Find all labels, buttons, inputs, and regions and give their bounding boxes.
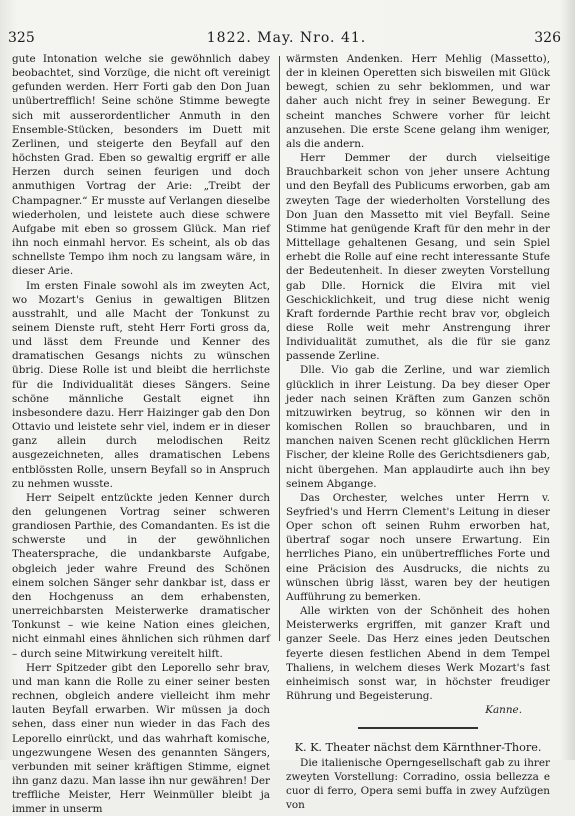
paragraph: Herr Spitzeder gibt den Leporello sehr brav, und man kann die Rolle zu einer seiner besten rechnen, obgleich andere vielleicht ihm mehr lauten Beyfall erwarben. Wir müssen ja doch sehen, dass einer nun wieder in das Fach des Leporello einrückt, und das wahrhaft komische, ungezwungene Wesen des genannten Sängers, verbunden mit seiner kräftigen Stimme, eignet ihn ganz dazu. Man lasse ihn nur gewähren! Der treffliche Meister, Herr Weinmüller bleibt ja immer in unserm — [12, 661, 270, 816]
paragraph: Herr Seipelt entzückte jeden Kenner durch den gelungenen Vortrag seiner schweren grandiosen Parthie, des Comandanten. Es ist die schwerste und in der gewöhnlichen Theatersprache, die undankbarste Aufgabe, obgleich jeder wahre Freund des Schönen einem solchen Sänger sehr dankbar ist, dass er den Hochgenuss an dem erhabensten, unerreichbarsten Meisterwerke dramatischer Tonkunst – wie keine Nation eines gleichen, nicht einmahl eines ähnlichen sich rühmen darf – durch seine Mitwirkung vereitelt hilft. — [12, 491, 270, 660]
paragraph: Alle wirkten von der Schönheit des hohen Meisterwerks ergriffen, mit ganzer Kraft und ganzer Seele. Das Herz eines jeden Deutschen feyerte diesen festlichen Abend in dem Tempel Thaliens, in welchem dieses Werk Mozart's fast einheimisch sonst war, in höchster freudiger Rührung und Begeisterung. — [286, 605, 550, 703]
issue-title: 1822. May. Nro. 41. — [206, 30, 367, 46]
paragraph: Im ersten Finale sowohl als im zweyten Act, wo Mozart's Genius in gewaltigen Blitzen ausstrahlt, und alle Macht der Tonkunst zu seinem Dienste ruft, steht Herr Forti gross da, und lässt dem Freunde und Kenner des dramatischen Gesangs nichts zu wünschen übrig. Diese Rolle ist und bleibt die herrlichste für die Individualität dieses Sängers. Seine schöne männliche Gestalt eignet ihn insbesondere dazu. Herr Haizinger gab den Don Ottavio und leistete sehr viel, indem er in dieser ganz allein durch melodischen Reitz ausgezeichneten, alles dramatischen Lebens entblössten Rolle, unsern Beyfall so in Anspruch zu nehmen wusste. — [12, 279, 270, 490]
paragraph: wärmsten Andenken. Herr Mehlig (Massetto), der in kleinen Operetten sich bisweilen mit Glück bewegt, schien zu sehr beklommen, und war daher auch nicht frey in seiner Bewegung. Er scheint manches Schwere vorher für leicht anzusehen. Die erste Scene gelang ihm weniger, als die andern. — [286, 53, 550, 150]
section-heading: K. K. Theater nächst dem Kärnthner-Thore. — [294, 741, 542, 755]
paragraph: Das Orchester, welches unter Herrn v. Seyfried's und Herrn Clement's Leitung in dieser Oper schon oft seinen Ruhm erworben hat, übertraf sogar noch unsere Erwartung. Ein herrliches Piano, ein unübertreffliches Forte und eine Präcision des Ausdrucks, die nichts zu wünschen übrig lässt, waren bey der heutigen Aufführung zu bemerken. — [286, 491, 550, 603]
left-column — [12, 52, 270, 816]
paragraph: Die italienische Operngesellschaft gab zu ihrer zweyten Vorstellung: Corradino, ossia bellezza e cuor di ferro, Opera semi buffa in zwey Aufzügen von — [286, 756, 550, 811]
right-column — [286, 52, 550, 811]
paragraph: Herr Demmer der durch vielseitige Brauchbarkeit schon von jeher unsere Achtung und den Beyfall des Publicums erworben, gab am zweyten Tage der wiederholten Vorstellung des Don Juan den Massetto mit viel Beyfall. Seine Stimme hat genügende Kraft für den mehr in der Mittellage gehaltenen Gesang, und sein Spiel erhebt die Rolle auf eine recht interessante Stufe der Bedeutenheit. In dieser zweyten Vorstellung gab Dlle. Hornick die Elvira mit viel Geschicklichkeit, und trug diese nicht wenig Kraft fordernde Parthie recht brav vor, obgleich diese Rolle weit mehr Anstrengung ihrer Individualität zumuthet, als die für sie ganz passende Zerline. — [286, 152, 550, 363]
page-number-right: 326 — [534, 30, 561, 46]
page-number-left: 325 — [8, 30, 35, 46]
paragraph: Dlle. Vio gab die Zerline, und war ziemlich glücklich in ihrer Leistung. Da bey dieser Oper jeder nach seinen Kräften zum Ganzen schön mitzuwirken beytrug, so können wir den in komischen Rollen so brauchbaren, und in manchen naiven Scenen recht glücklichen Herrn Fischer, der kleine Rolle des Gerichtsdieners gab, nicht übergehen. Man applaudirte auch ihn bey seinem Abgange. — [286, 364, 550, 490]
column-divider — [279, 56, 280, 641]
paragraph: gute Intonation welche sie gewöhnlich dabey beobachtet, sind Vorzüge, die nicht oft vereinigt gefunden werden. Herr Forti gab den Don Juan unübertrefflich! Seine schöne Stimme bewegte sich mit ausserordentlicher Anmuth in den Ensemble-Stücken, besonders im Duett mit Zerlinen, und steigerte den Beyfall auf den höchsten Grad. Eben so gewaltig ergriff er alle Herzen durch seinen feurigen und doch anmuthigen Vortrag der Arie: „Treibt der Champagner.“ Er musste auf Verlangen dieselbe wiederholen, und leistete auch diese schwere Aufgabe mit eben so grossem Glück. Man rief ihn noch einmahl hervor. Es scheint, als ob das schnellste Tempo ihm noch zu langsam wäre, in dieser Arie. — [12, 53, 270, 278]
author-signature: Kanne. — [485, 704, 522, 717]
page-header — [8, 30, 565, 50]
section-separator — [358, 727, 478, 729]
